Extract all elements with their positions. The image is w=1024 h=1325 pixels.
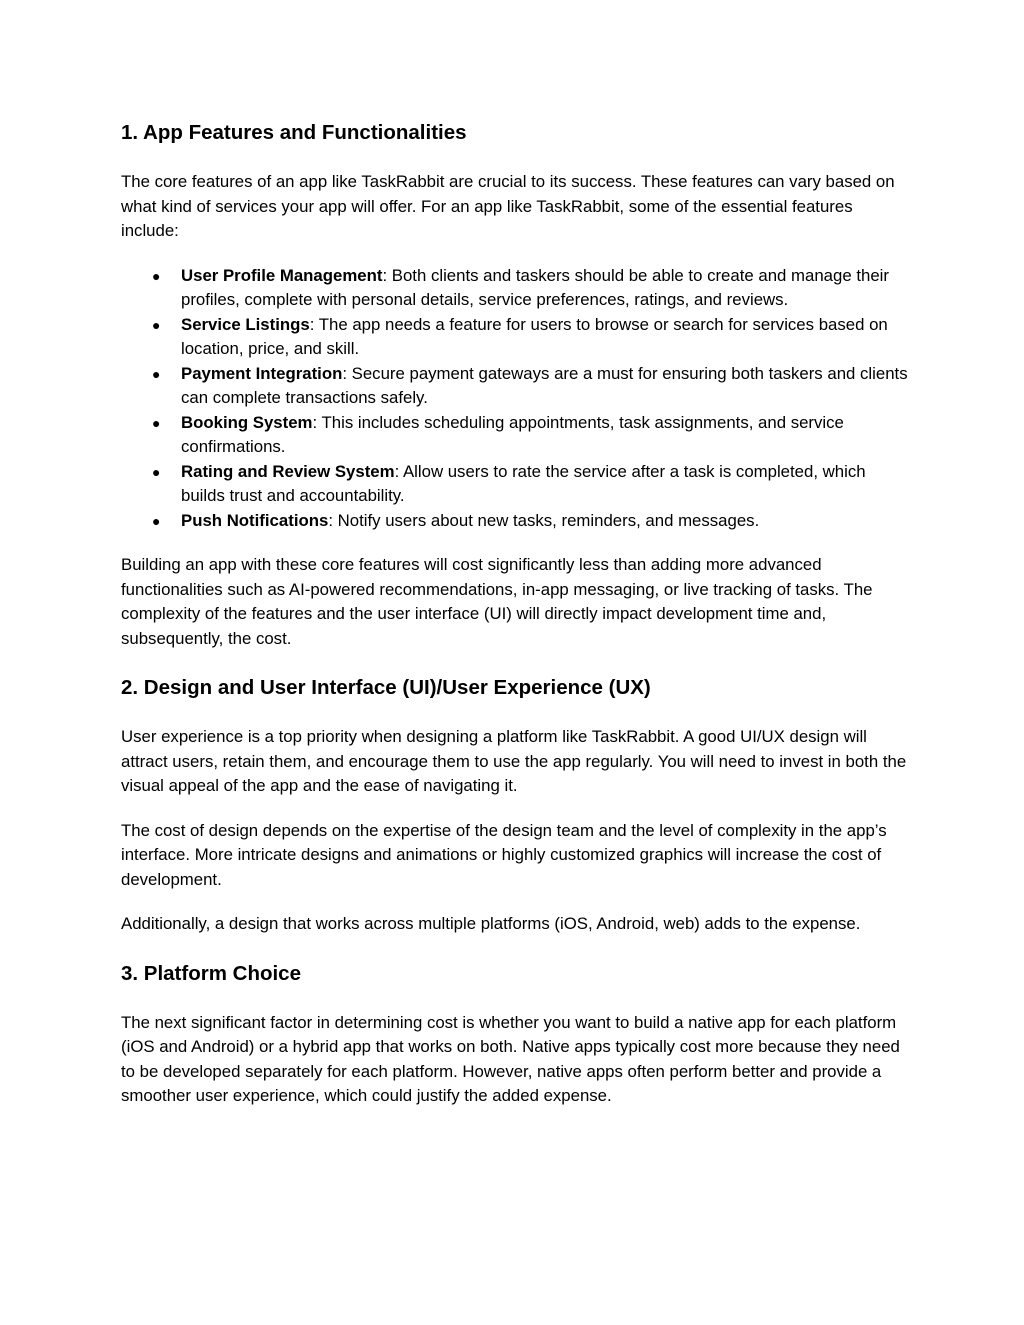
feature-description: : The app needs a feature for users to browse or search for services based on location, price, and skill.	[181, 314, 888, 358]
feature-description: : This includes scheduling appointments, task assignments, and service confirmations.	[181, 412, 844, 456]
feature-description: : Notify users about new tasks, reminders, and messages.	[328, 510, 760, 530]
design-paragraph-1: User experience is a top priority when designing a platform like TaskRabbit. A good UI/UX design will attract users, retain them, and encourage them to use the app regularly. You will need to invest in both the visual appeal of the app and the ease of navigating it.	[121, 727, 907, 795]
list-item	[121, 509, 911, 534]
section-heading-app-features: 1. App Features and Functionalities	[121, 121, 467, 144]
section-heading-design-ui-ux: 2. Design and User Interface (UI)/User Experience (UX)	[121, 676, 651, 699]
feature-description: : Allow users to rate the service after a task is completed, which builds trust and accountability.	[181, 461, 866, 505]
feature-title: User Profile Management	[181, 265, 383, 285]
list-item	[121, 313, 911, 362]
feature-title: Payment Integration	[181, 363, 343, 383]
bullet-icon: ●	[152, 316, 161, 333]
document-page	[121, 118, 911, 1109]
list-item	[121, 460, 911, 509]
feature-title: Rating and Review System	[181, 461, 395, 481]
list-item	[121, 411, 911, 460]
feature-title: Service Listings	[181, 314, 310, 334]
feature-description: : Secure payment gateways are a must for ensuring both taskers and clients can complete transactions safely.	[181, 363, 908, 407]
section-intro-paragraph: The core features of an app like TaskRabbit are crucial to its success. These features can vary based on what kind of services your app will offer. For an app like TaskRabbit, some of the essential features include:	[121, 172, 895, 240]
bullet-icon: ●	[152, 365, 161, 382]
feature-list	[121, 264, 911, 534]
list-item	[121, 362, 911, 411]
bullet-icon: ●	[152, 463, 161, 480]
bullet-icon: ●	[152, 512, 161, 529]
feature-title: Push Notifications	[181, 510, 329, 530]
feature-description: : Both clients and taskers should be able to create and manage their profiles, complete with personal details, service preferences, ratings, and reviews.	[181, 265, 889, 309]
bullet-icon: ●	[152, 267, 161, 284]
section-closing-paragraph: Building an app with these core features will cost significantly less than adding more advanced functionalities such as AI-powered recommendations, in-app messaging, or live tracking of tasks. The complexity of the features and the user interface (UI) will directly impact development time and, subsequently, the cost.	[121, 555, 873, 648]
bullet-icon: ●	[152, 414, 161, 431]
platform-paragraph-1: The next significant factor in determining cost is whether you want to build a native app for each platform (iOS and Android) or a hybrid app that works on both. Native apps typically cost more because they need to be developed separately for each platform. However, native apps often perform better and provide a smoother user experience, which could justify the added expense.	[121, 1012, 900, 1105]
section-heading-platform-choice: 3. Platform Choice	[121, 961, 301, 985]
list-item	[121, 264, 911, 313]
design-paragraph-2: The cost of design depends on the expertise of the design team and the level of complexity in the app’s interface. More intricate designs and animations or highly customized graphics will increase the cost of development.	[121, 820, 887, 889]
feature-title: Booking System	[181, 412, 313, 432]
design-paragraph-3: Additionally, a design that works across multiple platforms (iOS, Android, web) adds to the expense.	[121, 914, 861, 933]
